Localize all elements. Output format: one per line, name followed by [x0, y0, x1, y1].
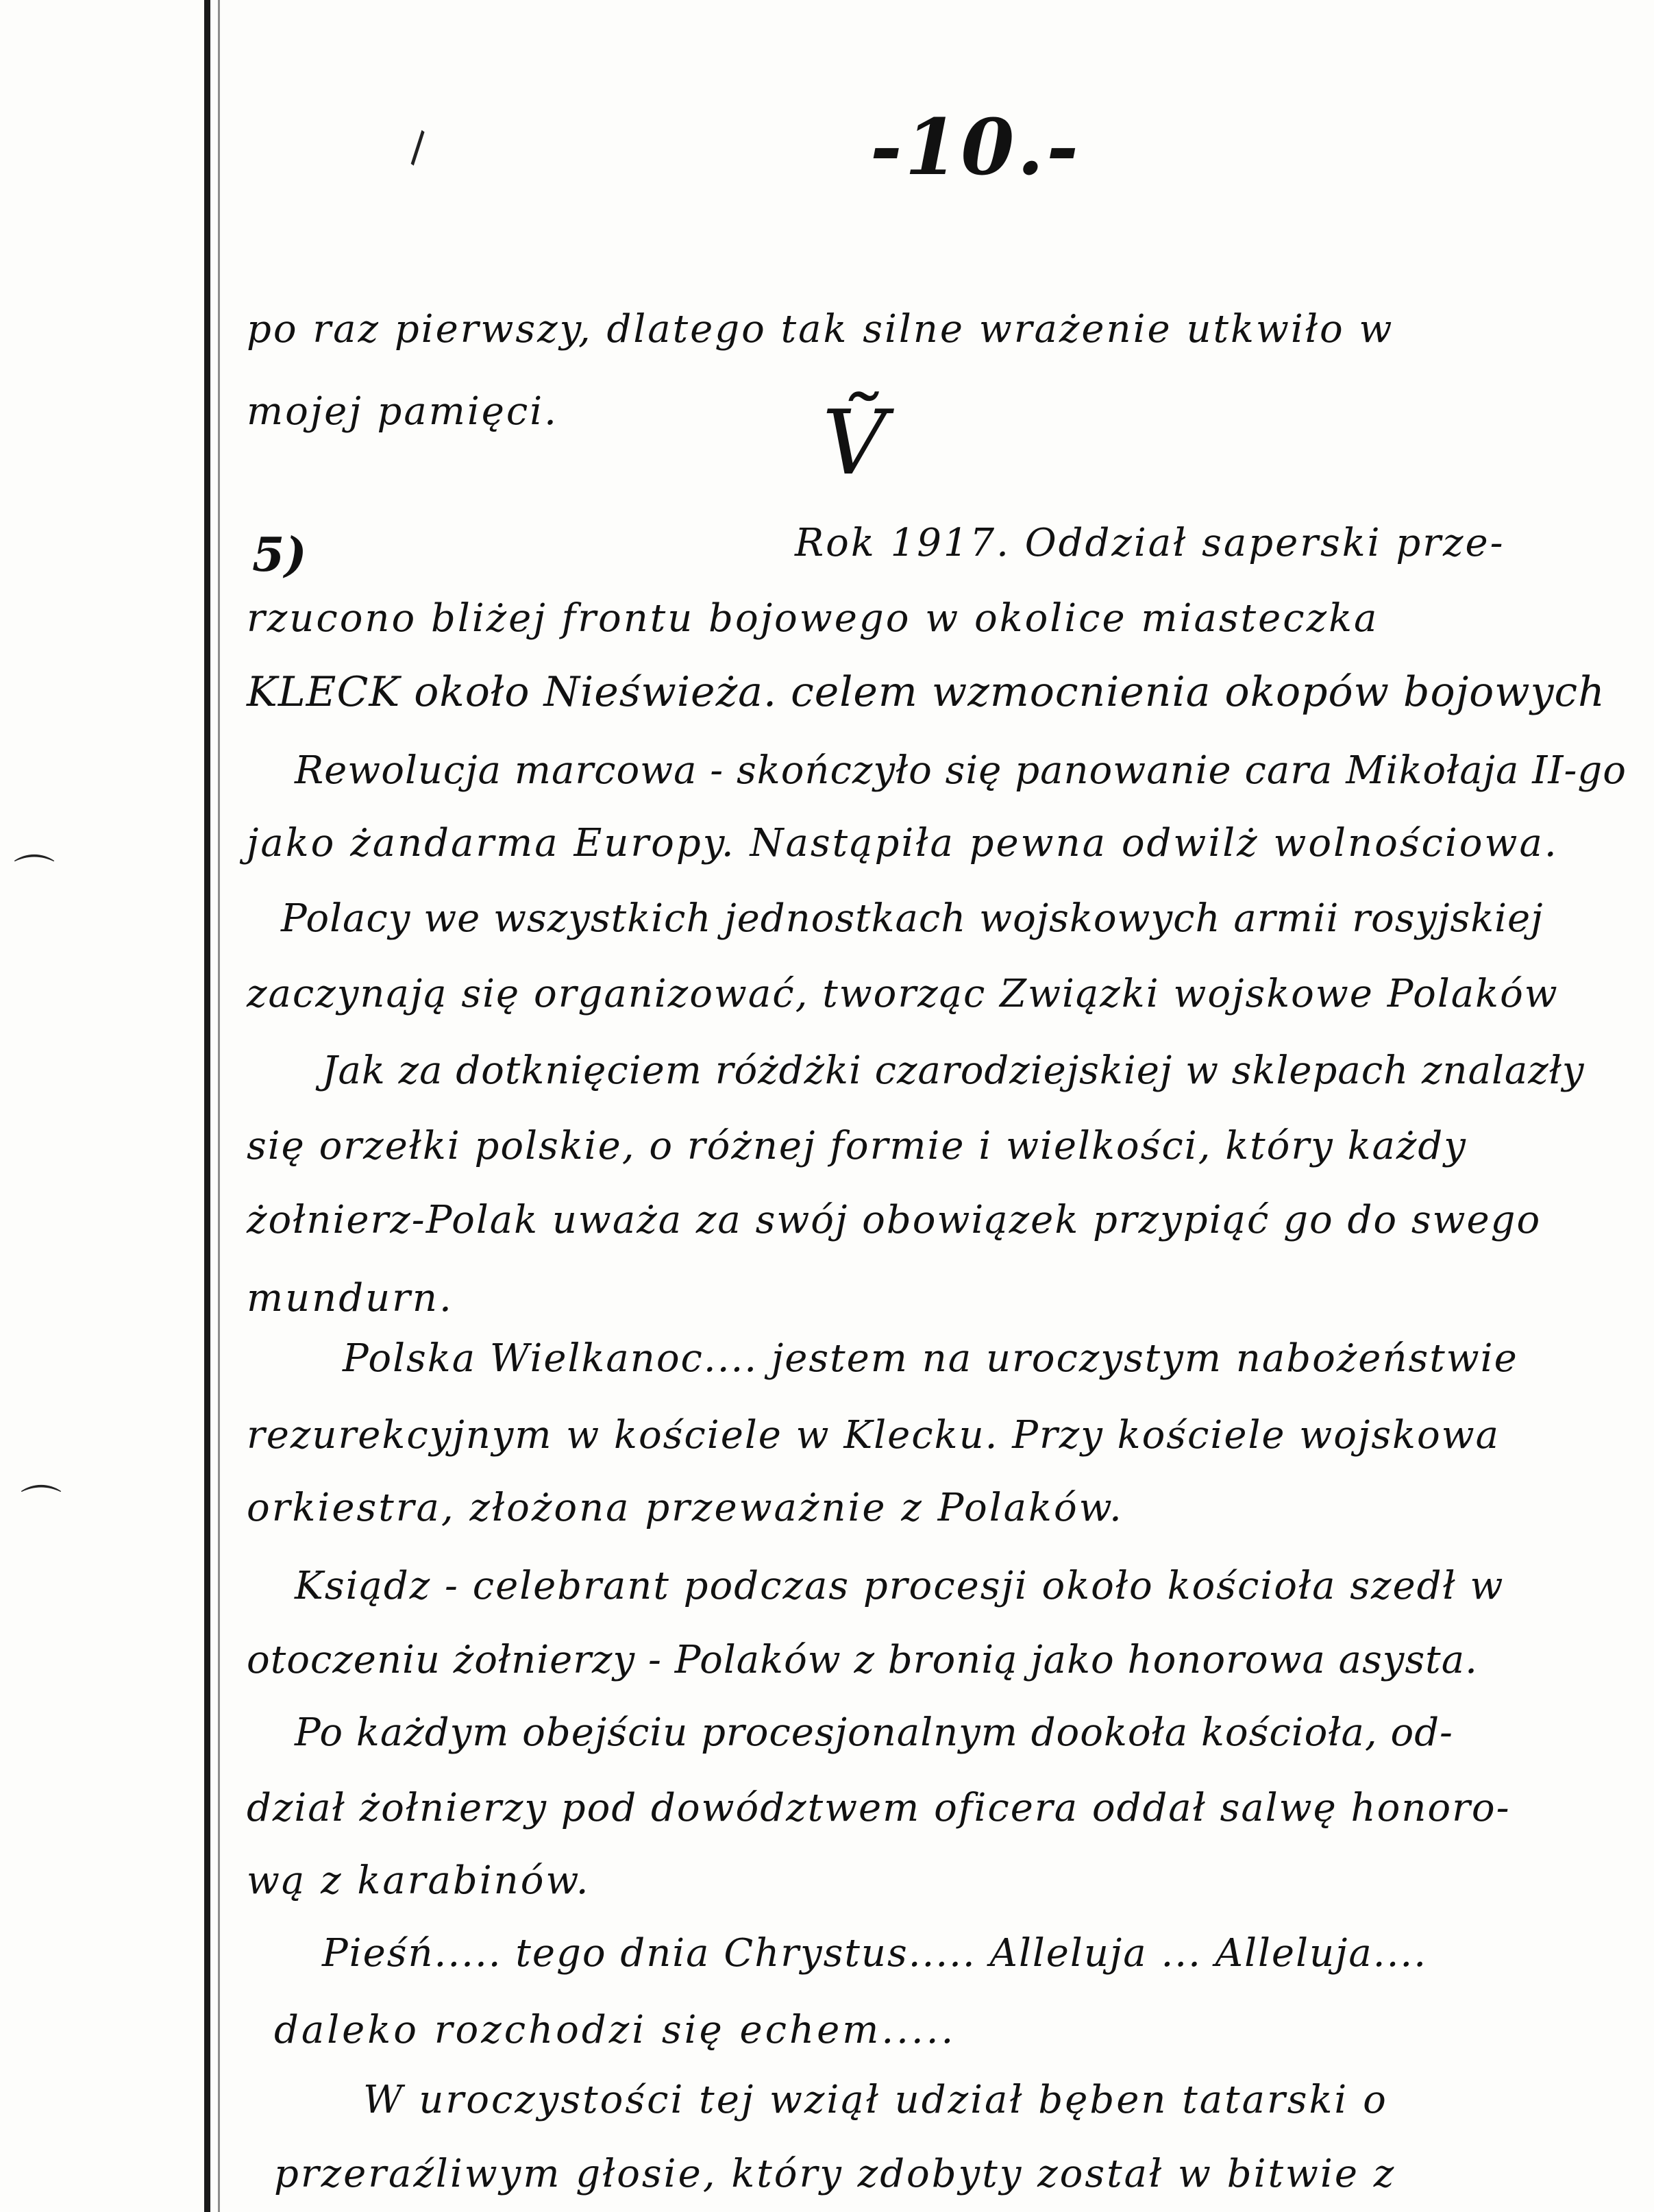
- text-line: przeraźliwym głosie, który zdobyty został w bitwie z: [274, 2152, 1396, 2196]
- text-line: otoczeniu żołnierzy - Polaków z bronią jako honorowa asysta.: [247, 1638, 1478, 1682]
- text-line: wą z karabinów.: [247, 1858, 591, 1903]
- text-line: W uroczystości tej wziął udział bęben tatarski o: [363, 2078, 1388, 2122]
- text-line: Rewolucja marcowa - skończyło się panowanie cara Mikołaja II-go: [295, 748, 1627, 793]
- text-line: orkiestra, złożona przeważnie z Polaków.: [247, 1486, 1124, 1530]
- page-number: -10.-: [870, 103, 1081, 193]
- margin-rule-shadow: [218, 0, 220, 2212]
- section-roman-numeral: Ṽ: [822, 391, 887, 495]
- text-line: KLECK około Nieświeża. celem wzmocnienia okopów bojowych: [247, 668, 1605, 716]
- text-line: Ksiądz - celebrant podczas procesji około kościoła szedł w: [295, 1564, 1505, 1608]
- text-line: mojej pamięci.: [247, 389, 558, 434]
- text-line: daleko rozchodzi się echem.....: [274, 2008, 956, 2052]
- text-line: Po każdym obejściu procesjonalnym dookoła kościoła, od-: [295, 1710, 1453, 1755]
- text-line: Jak za dotknięciem różdżki czarodziejskiej w sklepach znalazły: [322, 1048, 1585, 1093]
- text-line: jako żandarma Europy. Nastąpiła pewna odwilż wolnościowa.: [247, 821, 1559, 865]
- text-line: dział żołnierzy pod dowództwem oficera oddał salwę honoro-: [247, 1786, 1511, 1830]
- ink-mark: ⌒: [14, 852, 55, 900]
- text-line: zaczynają się organizować, tworząc Związki wojskowe Polaków: [247, 972, 1559, 1016]
- text-line: rezurekcyjnym w kościele w Klecku. Przy kościele wojskowa: [247, 1413, 1501, 1458]
- text-line: rzucono bliżej frontu bojowego w okolice miasteczka: [247, 596, 1379, 641]
- text-line: Rok 1917. Oddział saperski prze-: [795, 521, 1505, 565]
- ink-mark: \: [398, 123, 438, 171]
- margin-rule: [204, 0, 210, 2212]
- text-line: się orzełki polskie, o różnej formie i wielkości, który każdy: [247, 1124, 1467, 1168]
- text-line: po raz pierwszy, dlatego tak silne wrażenie utkwiło w: [247, 307, 1394, 352]
- ink-mark: ⌒: [21, 1482, 62, 1530]
- text-line: Polacy we wszystkich jednostkach wojskowych armii rosyjskiej: [281, 896, 1544, 941]
- text-line: Pieśń..... tego dnia Chrystus..... Alleluja ... Alleluja....: [322, 1931, 1427, 1976]
- text-line: Polska Wielkanoc.... jestem na uroczystym nabożeństwie: [343, 1336, 1518, 1381]
- text-line: żołnierz-Polak uważa za swój obowiązek przypiąć go do swego: [247, 1198, 1542, 1242]
- text-line: mundurn.: [247, 1276, 454, 1320]
- section-number: 5): [252, 528, 307, 582]
